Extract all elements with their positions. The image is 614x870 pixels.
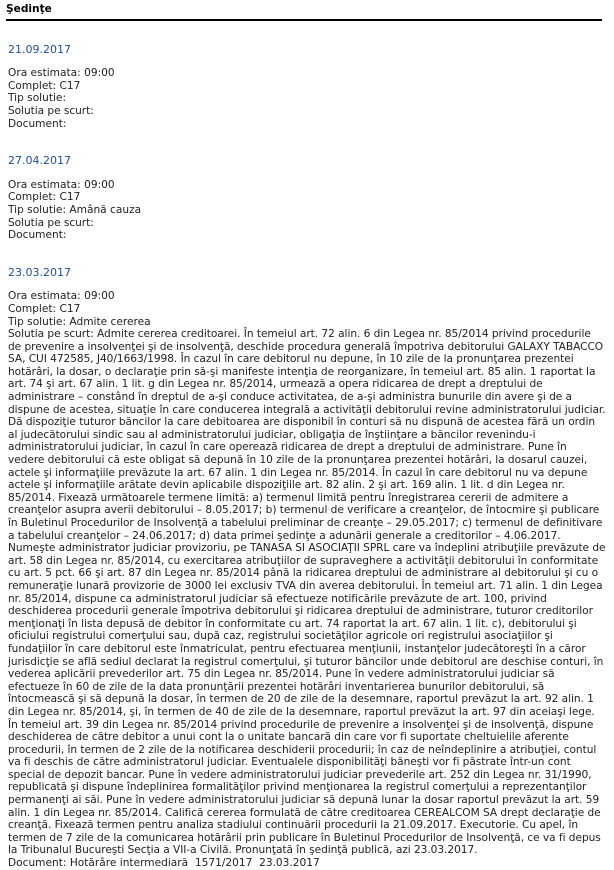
panel-row	[8, 191, 606, 204]
document-label: Document:	[8, 117, 67, 130]
session-item	[0, 155, 614, 242]
solution-type-value: Amână cauza	[69, 203, 142, 216]
solution-type-value: Admite cererea	[69, 315, 151, 328]
solution-type-label: Tip solutie:	[8, 315, 67, 328]
sessions-header	[0, 0, 614, 21]
panel-value: C17	[59, 302, 81, 315]
document-row	[8, 118, 606, 131]
panel-label: Complet:	[8, 191, 57, 204]
solution-summary-row	[8, 105, 606, 118]
solution-type-label: Tip solutie:	[8, 203, 67, 216]
session-date[interactable]: 27.04.2017	[8, 154, 71, 168]
sessions-title: Şedinţe	[6, 3, 52, 15]
document-label: Document:	[8, 229, 67, 242]
session-date[interactable]: 21.09.2017	[8, 42, 71, 56]
estimated-time-label: Ora estimata:	[8, 178, 81, 191]
solution-summary-row	[8, 217, 606, 230]
solution-summary-row	[8, 328, 606, 857]
document-row	[8, 229, 606, 242]
header-divider	[6, 19, 602, 21]
session-item	[0, 267, 614, 870]
session-date[interactable]: 23.03.2017	[8, 265, 71, 279]
solution-type-label: Tip solutie:	[8, 92, 67, 105]
solution-type-row	[8, 204, 606, 217]
session-item	[0, 44, 614, 131]
panel-value: C17	[59, 191, 81, 204]
document-value: Hotărâre intermediară 1571/2017 23.03.2017	[69, 857, 320, 870]
solution-type-row	[8, 316, 606, 329]
document-label: Document:	[8, 857, 67, 870]
estimated-time-value: 09:00	[84, 290, 115, 303]
estimated-time-row	[8, 290, 606, 303]
panel-label: Complet:	[8, 302, 57, 315]
estimated-time-label: Ora estimata:	[8, 290, 81, 303]
estimated-time-label: Ora estimata:	[8, 67, 81, 80]
panel-row	[8, 303, 606, 316]
solution-summary-value: Admite cererea creditoarei. În temeiul art. 72 alin. 6 din Legea nr. 85/2014 privind procedurile de prevenire a insolvenţei şi de insolvenţă, deschide procedura generală împotriva debitorului GALAXY TABACCO SA, CUI 472585, J40/1663/1998. În cazul în care debitorul nu depune, în 10 zile de la pronunţarea prezentei hotărâri, la dosar, o declaraţie prin să-şi manifeste intenţia de reorganizare, în temeiul art. 85 alin. 1 raportat la art. 74 şi art. 67 alin. 1 lit. g din Legea nr. 85/2014, urmează a opera ridicarea de drept a dreptului de administrare – constând în dreptul de a-şi conduce activitatea, de a-şi administra bunurile din avere şi de a dispune de acestea, situaţie în care conducerea integrală a activităţii debitorului revine administratorului judiciar. Dă dispoziţie tuturor băncilor la care debitoarea are disponibil în conturi să nu dispună de acestea fără un ordin al judecătorului sindic sau al administratorului judiciar, obligaţia de înştiinţare a băncilor revenindu-i administratorului judiciar, în cazul în care operează ridicarea de drept a dreptului de administrare. Pune în vedere debitorului că este obligat să depună în 10 zile de la pronunţarea prezentei hotărâri, la dosarul cauzei, actele şi informaţiile prevăzute la art. 67 alin. 1 din Legea nr. 85/2014. În cazul în care debitorul nu va depune actele şi informaţiile arătate devin aplicabile dispoziţiile art. 82 alin. 2 şi art. 169 alin. 1 lit. d din Legea nr. 85/2014. Fixează următoarele termene limită: a) termenul limită pentru înregistrarea cererii de admitere a creanţelor asupra averii debitorului – 8.05.2017; b) termenul de verificare a creanţelor, de întocmire şi publicare în Buletinul Procedurilor de Insolvenţă a tabelului preliminar de creanţe – 29.05.2017; c) termenul de definitivare a tabelului creanţelor – 24.06.2017; d) data primei şedinţe a adunării generale a creditorilor – 4.06.2017. Numeşte administrator judiciar provizoriu, pe TANASA SI ASOCIAŢII SPRL care va îndeplini atribuţiile prevăzute de art. 58 din Legea nr. 85/2014, cu exercitarea atribuţiilor de supraveghere a activităţii debitorului în conformitate cu art. 5 pct. 66 şi art. 87 din Legea nr. 85/2014 până la ridicarea dreptului de administrare al debitorului şi cu o remuneraţie lunară provizorie de 3000 lei exclusiv TVA din averea debitorului. În temeiul art. 71 alin. 1 din Legea nr. 85/2014, dispune ca administratorul judiciar să efectueze notificările prevăzute de art. 100, privind deschiderea procedurii generale împotriva debitorului şi ridicarea dreptului de administrare, tuturor creditorilor menţionaţi în lista depusă de debitor în conformitate cu art. 74 raportat la art. 67 alin. 1 lit. c), debitorului şi oficiului registrului comerţului sau, după caz, registrului societăţilor agricole ori registrului asociaţiilor şi fundaţiilor în care debitorul este înmatriculat, pentru efectuarea menţiunii, instanţelor judecătoreşti în a căror jurisdicţie se află sediul declarat la registrul comerţului, şi tuturor băncilor unde debitorul are deschise conturi, în vederea aplicării prevederilor art. 75 din Legea nr. 85/2014. Pune în vedere administratorului judiciar să efectueze în 60 de zile de la data pronunţării prezentei hotărâri inventarierea bunurilor debitorului, să întocmească şi să depună la dosar, în termen de 20 de zile de la desemnare, raportul prevăzut la art. 92 alin. 1 din Legea nr. 85/2014, şi, în termen de 40 de zile de la desemnare, raportul prevăzut la art. 97 din aceiaşi lege. În temeiul art. 39 din Legea nr. 85/2014 privind procedurile de prevenire a insolvenţei şi de insolvenţă, dispune deschiderea de către debitor a unui cont la o unitate bancară din care vor fi suportate cheltuielile aferente procedurii, în termen de 2 zile de la notificarea deschiderii procedurii; în caz de neîndeplinire a atribuţiei, contul va fi deschis de către administratorul judiciar. Eventualele disponibilităţi băneşti vor fi păstrate într-un cont special de depozit bancar. Pune în vedere administratorului judiciar prevederile art. 252 din Legea nr. 31/1990, republicată şi dispune îndeplinirea formalităţilor privind menţionarea la registrul comerţului a reprezentanţilor permanenţi ai săi. Pune în vedere administratorului judiciar să depună lunar la dosar raportul prevăzut la art. 59 alin. 1 din Legea nr. 85/2014. Califică cererea formulată de către creditoarea CEREALCOM SA drept declaraţie de creanţă. Fixează termen pentru analiza stadiului continuării procedurii la 21.09.2017. Executorie. Cu apel, în termen de 7 zile de la comunicarea hotărârii prin publicare în Buletinul Procedurilor de Insolvenţă, ce va fi depus la Tribunalul Bucureşti Secţia a VII-a Civilă. Pronunţată în şedinţă publică, azi 23.03.2017.	[8, 328, 606, 857]
estimated-time-row	[8, 67, 606, 80]
panel-label: Complet:	[8, 79, 57, 92]
panel-value: C17	[59, 79, 81, 92]
solution-summary-label: Solutia pe scurt:	[8, 216, 94, 229]
estimated-time-value: 09:00	[84, 67, 115, 80]
estimated-time-value: 09:00	[84, 178, 115, 191]
solution-summary-label: Solutia pe scurt:	[8, 104, 94, 117]
solution-summary-label: Solutia pe scurt:	[8, 328, 94, 341]
estimated-time-row	[8, 179, 606, 192]
solution-type-row	[8, 92, 606, 105]
panel-row	[8, 80, 606, 93]
sessions-list	[0, 44, 614, 870]
document-row	[8, 857, 606, 870]
